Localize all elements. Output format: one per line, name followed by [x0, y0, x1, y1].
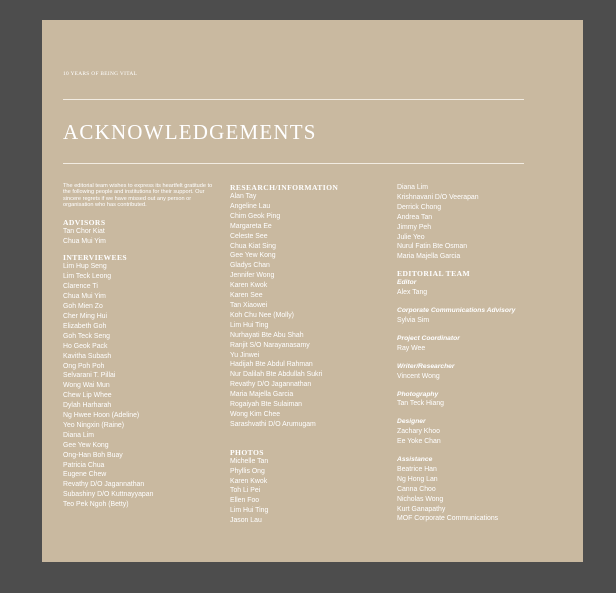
- name-entry: Ong-Han Boh Buay: [63, 451, 123, 459]
- role-label: Assistance: [397, 456, 433, 464]
- name-entry: Sarashvathi D/O Arumugam: [230, 420, 316, 428]
- name-entry: Selvarani T. Pillai: [63, 372, 116, 380]
- name-entry: Lim Hui Ting: [230, 507, 269, 515]
- name-entry: Subashiny D/O Kuttnayyapan: [63, 491, 154, 499]
- name-entry: MOF Corporate Communications: [397, 515, 499, 523]
- page-title: ACKNOWLEDGEMENTS: [63, 120, 317, 144]
- name-entry: Vincent Wong: [397, 372, 440, 380]
- top-rule: [63, 99, 524, 100]
- name-entry: Revathy D/O Jagannathan: [63, 481, 145, 489]
- name-entry: Cher Ming Hui: [63, 312, 108, 320]
- name-entry: Ee Yoke Chan: [397, 438, 441, 446]
- bottom-rule: [63, 163, 524, 164]
- role-names: [397, 344, 557, 354]
- column-3: [397, 183, 557, 524]
- name-entry: Zachary Khoo: [397, 428, 440, 436]
- name-entry: Ho Geok Pack: [63, 342, 108, 350]
- role-names: [397, 465, 557, 524]
- name-entry: Chua Mui Yim: [63, 237, 106, 245]
- name-entry: Clarence Ti: [63, 283, 98, 291]
- name-entry: Nurul Fatin Bte Osman: [397, 243, 468, 251]
- name-entry: Toh Li Pei: [230, 487, 261, 495]
- name-entry: Maria Majella Garcia: [397, 253, 461, 261]
- name-entry: Dylah Harharah: [63, 402, 112, 410]
- role-names: [397, 316, 557, 326]
- name-entry: Patricia Chua: [63, 461, 105, 469]
- name-entry: Phyllis Ong: [230, 467, 265, 475]
- name-entry: Karen Kwok: [230, 477, 268, 485]
- name-entry: Ong Poh Poh: [63, 362, 105, 370]
- name-entry: Teo Pek Ngoh (Betty): [63, 501, 129, 509]
- name-entry: Yu Jinwei: [230, 351, 260, 359]
- name-entry: Ray Wee: [397, 344, 426, 352]
- name-entry: Jason Lau: [230, 517, 262, 525]
- name-entry: Ellen Foo: [230, 497, 260, 505]
- name-entry: Sylvia Sim: [397, 316, 430, 324]
- name-entry: Tan Xiaowei: [230, 301, 268, 309]
- name-entry: Gladys Chan: [230, 262, 270, 270]
- name-entry: Diana Lim: [397, 184, 429, 191]
- name-entry: Celeste See: [230, 232, 268, 240]
- role-label: Writer/Researcher: [397, 362, 455, 370]
- name-entry: Gee Yew Kong: [230, 252, 276, 260]
- research-heading: RESEARCH/INFORMATION: [230, 183, 339, 192]
- name-entry: Canna Choo: [397, 485, 436, 493]
- role-names: [397, 427, 557, 447]
- name-entry: Chim Geok Ping: [230, 212, 281, 220]
- role-names: [397, 399, 557, 409]
- name-entry: Goh Teck Seng: [63, 332, 110, 340]
- name-entry: Diana Lim: [63, 431, 95, 439]
- photos-heading: PHOTOS: [230, 447, 264, 457]
- document-page: [42, 20, 583, 562]
- research-list: [230, 192, 380, 430]
- name-entry: Goh Mien Zo: [63, 303, 103, 311]
- name-entry: Chua Kiat Sing: [230, 242, 276, 250]
- editorial-roles: [397, 278, 557, 524]
- name-entry: Koh Chu Nee (Molly): [230, 311, 294, 319]
- running-header: 10 YEARS OF BEING VITAL: [63, 71, 138, 77]
- name-entry: Karen Kwok: [230, 282, 268, 290]
- name-entry: Tan Teck Hiang: [397, 400, 444, 408]
- role-names: [397, 372, 557, 382]
- role-label: Photography: [397, 390, 439, 398]
- name-entry: Yeo Ningxin (Raine): [63, 421, 125, 429]
- name-entry: Karen See: [230, 292, 263, 300]
- name-entry: Angeline Lau: [230, 202, 271, 210]
- name-entry: Revathy D/O Jagannathan: [230, 381, 312, 389]
- name-entry: Beatrice Han: [397, 465, 437, 473]
- intro-paragraph: The editorial team wishes to express its heartfelt gratitude to the following people and institutions for their support. Our sincere regrets if we have missed out any person or organisation who has contributed.: [63, 183, 213, 209]
- interviewees-heading: INTERVIEWEES: [63, 253, 128, 263]
- name-entry: Nicholas Wong: [397, 495, 444, 503]
- name-entry: Ranjit S/O Narayanasamy: [230, 341, 310, 349]
- name-entry: Andrea Tan: [397, 213, 433, 221]
- name-entry: Nurhayati Bte Abu Shah: [230, 331, 304, 339]
- role-label: Designer: [397, 418, 426, 426]
- name-entry: Elizabeth Goh: [63, 322, 107, 330]
- name-entry: Wong Kim Chee: [230, 410, 281, 418]
- role-label: Project Coordinator: [397, 334, 460, 342]
- name-entry: Nur Dalilah Bte Abdullah Sukri: [230, 371, 323, 379]
- name-entry: Kurt Ganapathy: [397, 505, 446, 513]
- name-entry: Alan Tay: [230, 193, 257, 200]
- name-entry: Hadijah Bte Abdul Rahman: [230, 361, 313, 369]
- research-continued-list: [397, 183, 557, 262]
- name-entry: Ng Hwee Hoon (Adeline): [63, 412, 140, 420]
- column-1: [63, 183, 213, 510]
- name-entry: Tan Chor Kiat: [63, 227, 105, 235]
- name-entry: Rogaiyah Bte Sulaiman: [230, 401, 303, 409]
- name-entry: Margareta Ee: [230, 222, 272, 230]
- name-entry: Chew Lip Whee: [63, 392, 112, 400]
- name-entry: Wong Wai Mun: [63, 382, 110, 390]
- name-entry: Lim Teck Leong: [63, 273, 112, 281]
- name-entry: Lim Hup Seng: [63, 263, 107, 271]
- name-entry: Lim Hui Ting: [230, 321, 269, 329]
- role-label: Corporate Communications Advisory: [397, 307, 516, 315]
- name-entry: Ng Hong Lan: [397, 475, 438, 483]
- advisors-list: [63, 227, 213, 247]
- editorial-heading: EDITORIAL TEAM: [397, 269, 471, 279]
- interviewees-list: [63, 262, 213, 510]
- name-entry: Julie Yeo: [397, 233, 425, 241]
- role-names: [397, 288, 557, 298]
- name-entry: Alex Tang: [397, 289, 428, 297]
- name-entry: Krishnavani D/O Veerapan: [397, 193, 479, 201]
- name-entry: Michelle Tan: [230, 457, 269, 465]
- column-2: [230, 183, 380, 526]
- name-entry: Chua Mui Yim: [63, 293, 106, 301]
- name-entry: Kavitha Subash: [63, 352, 112, 360]
- photos-list: [230, 457, 380, 526]
- name-entry: Maria Majella Garcia: [230, 391, 294, 399]
- name-entry: Jimmy Peh: [397, 223, 432, 231]
- name-entry: Jennifer Wong: [230, 272, 275, 280]
- name-entry: Derrick Chong: [397, 203, 442, 211]
- name-entry: Eugene Chew: [63, 471, 107, 479]
- role-label: Editor: [397, 279, 417, 287]
- advisors-heading: ADVISORS: [63, 217, 106, 227]
- name-entry: Gee Yew Kong: [63, 441, 109, 449]
